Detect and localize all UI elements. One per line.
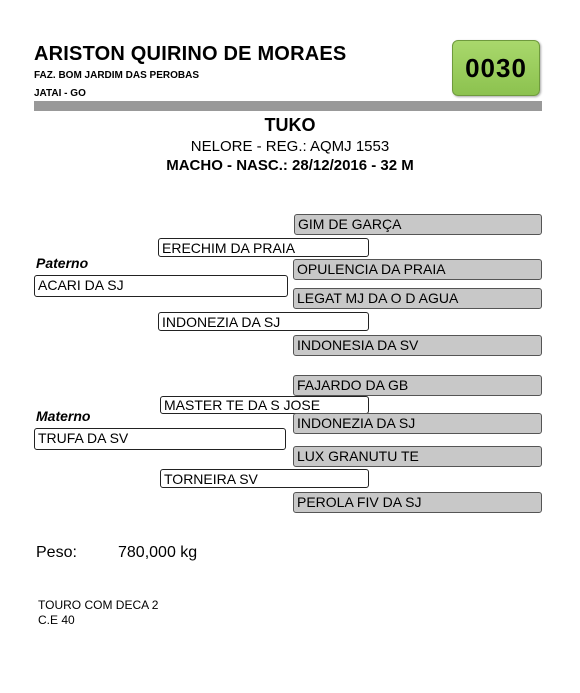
pedigree-dam: TRUFA DA SV (34, 428, 286, 450)
note-line-1: TOURO COM DECA 2 (38, 598, 159, 612)
weight-label: Peso: (36, 544, 77, 561)
pedigree-sire-dam-dam: INDONESIA DA SV (293, 335, 542, 356)
animal-name: TUKO (264, 115, 316, 135)
paternal-label: Paterno (36, 255, 89, 271)
pedigree-dam-dam-dam: PEROLA FIV DA SJ (293, 492, 542, 513)
pedigree-dam-sire-sire: FAJARDO DA GB (293, 375, 542, 396)
pedigree-dam-dam-sire: LUX GRANUTU TE (293, 446, 542, 467)
city-state: JATAI - GO (34, 88, 86, 99)
note-line-2: C.E 40 (38, 613, 75, 627)
pedigree-dam-sire: MASTER TE DA S JOSE (160, 396, 369, 414)
pedigree-sire-dam: INDONEZIA DA SJ (158, 312, 369, 331)
owner-name: ARISTON QUIRINO DE MORAES (34, 43, 347, 65)
header-divider (34, 101, 542, 111)
breed-registration: NELORE - REG.: AQMJ 1553 (190, 138, 390, 155)
sex-birth-age: MACHO - NASC.: 28/12/2016 - 32 M (166, 157, 414, 174)
lot-number-badge: 0030 (452, 40, 540, 96)
weight-value: 780,000 kg (118, 544, 198, 561)
pedigree-sire-sire-sire: GIM DE GARÇA (294, 214, 542, 235)
pedigree-sire-sire-dam: OPULENCIA DA PRAIA (293, 259, 542, 280)
pedigree-sire-dam-sire: LEGAT MJ DA O D AGUA (293, 288, 542, 309)
pedigree-sire-sire: ERECHIM DA PRAIA (158, 238, 369, 257)
pedigree-sire: ACARI DA SJ (34, 275, 288, 297)
farm-name: FAZ. BOM JARDIM DAS PEROBAS (34, 70, 200, 81)
pedigree-dam-dam: TORNEIRA SV (160, 469, 369, 488)
pedigree-dam-sire-dam: INDONEZIA DA SJ (293, 413, 542, 434)
maternal-label: Materno (36, 408, 91, 424)
